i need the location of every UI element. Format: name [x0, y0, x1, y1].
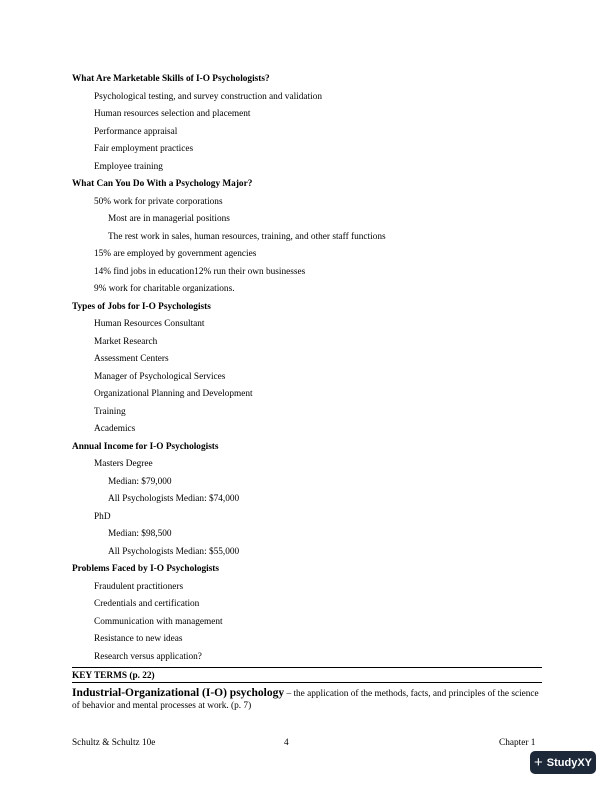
outline-content: [72, 71, 542, 666]
outline-item: Credentials and certification: [94, 599, 200, 609]
outline-item: The rest work in sales, human resources, training, and other staff functions: [108, 231, 386, 242]
outline-item: Employee training: [94, 161, 163, 172]
outline-item: Performance appraisal: [94, 126, 178, 137]
key-terms-heading: KEY TERMS (p. 22): [72, 671, 155, 681]
outline-item: Manager of Psychological Services: [94, 371, 226, 382]
outline-item: Communication with management: [94, 616, 223, 627]
outline-item: 14% find jobs in education12% run their own businesses: [94, 266, 306, 277]
outline-item: Organizational Planning and Development: [94, 389, 253, 399]
outline-item: Training: [94, 406, 126, 417]
plus-icon: +: [534, 754, 543, 771]
section-heading: What Are Marketable Skills of I-O Psychologists?: [72, 74, 270, 84]
outline-item: Psychological testing, and survey construction and validation: [94, 91, 322, 102]
key-term-definition: – the application of the methods, facts, and principles of the science of behavior and mental processes at work. (p. 7): [72, 689, 539, 711]
outline-item: Academics: [94, 424, 136, 434]
outline-item: Most are in managerial positions: [108, 214, 230, 224]
outline-item: PhD: [94, 511, 111, 522]
outline-item: Human Resources Consultant: [94, 319, 205, 329]
outline-item: Human resources selection and placement: [94, 109, 251, 119]
badge-label: StudyXY: [546, 756, 592, 769]
outline-item: Median: $98,500: [108, 529, 172, 539]
key-term-name: Industrial-Organizational (I-O) psychology: [72, 687, 285, 699]
footer-page-number: 4: [284, 738, 289, 748]
outline-item: All Psychologists Median: $55,000: [108, 546, 240, 557]
outline-item: All Psychologists Median: $74,000: [108, 494, 240, 504]
outline-item: Fraudulent practitioners: [94, 581, 184, 592]
key-term-entry: [72, 688, 542, 712]
section-heading: Types of Jobs for I-O Psychologists: [72, 301, 211, 312]
outline-item: 9% work for charitable organizations.: [94, 284, 235, 294]
divider: [72, 667, 542, 668]
outline-item: Market Research: [94, 336, 158, 347]
footer-book: Schultz & Schultz 10e: [72, 738, 156, 748]
outline-item: Masters Degree: [94, 459, 153, 469]
outline-item: Median: $79,000: [108, 476, 172, 487]
section-heading: Annual Income for I-O Psychologists: [72, 441, 219, 452]
outline-item: 15% are employed by government agencies: [94, 249, 257, 259]
section-heading: Problems Faced by I-O Psychologists: [72, 564, 220, 574]
outline-item: Resistance to new ideas: [94, 634, 183, 644]
outline-item: Research versus application?: [94, 651, 202, 662]
studyxy-badge[interactable]: [530, 751, 596, 774]
outline-item: 50% work for private corporations: [94, 196, 223, 207]
footer-chapter: Chapter 1: [499, 738, 536, 748]
divider: [72, 682, 542, 683]
outline-item: Fair employment practices: [94, 144, 194, 154]
outline-item: Assessment Centers: [94, 354, 169, 364]
section-heading: What Can You Do With a Psychology Major?: [72, 179, 253, 189]
